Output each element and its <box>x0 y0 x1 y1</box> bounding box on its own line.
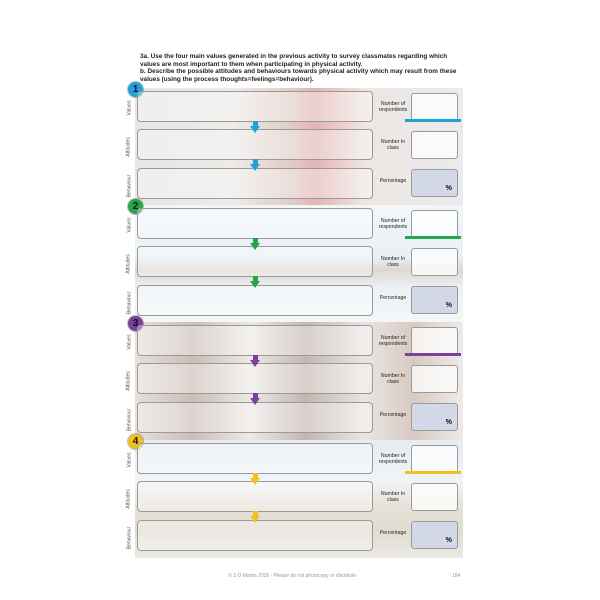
values-label: Values <box>126 334 133 349</box>
section-number-badge: 3 <box>128 316 143 331</box>
section-1 <box>123 84 463 206</box>
instructions <box>140 53 458 83</box>
percentage-field[interactable] <box>411 169 458 197</box>
percentage-field[interactable] <box>411 403 458 431</box>
values-label: Values <box>126 217 133 232</box>
respondents-field[interactable] <box>411 327 458 355</box>
down-arrow-icon <box>250 238 260 250</box>
in-class-field[interactable] <box>411 483 458 511</box>
behaviour-label: Behaviour <box>126 174 133 197</box>
section-4 <box>123 436 463 558</box>
color-bar <box>405 119 461 122</box>
instruction-a: 3a. Use the four main values generated in the previous activity to survey classmates regarding which values are most important to them when participating in physical activity. <box>140 53 448 68</box>
respondents-field[interactable] <box>411 93 458 121</box>
in-class-label: Number In class <box>380 139 406 152</box>
percentage-label: Percentage <box>379 412 407 418</box>
behaviour-label: Behaviour <box>126 291 133 314</box>
in-class-field[interactable] <box>411 365 458 393</box>
values-input[interactable] <box>137 443 373 474</box>
respondents-field[interactable] <box>411 210 458 238</box>
page-number: 184 <box>452 573 461 579</box>
in-class-field[interactable] <box>411 248 458 276</box>
percentage-label: Percentage <box>379 178 407 184</box>
section-2 <box>123 201 463 323</box>
behaviour-input[interactable] <box>137 285 373 316</box>
values-input[interactable] <box>137 91 373 122</box>
section-number-badge: 2 <box>128 199 143 214</box>
down-arrow-icon <box>250 473 260 485</box>
section-number-badge: 4 <box>128 434 143 449</box>
in-class-field[interactable] <box>411 131 458 159</box>
values-label: Values <box>126 452 133 467</box>
percent-symbol: % <box>445 537 452 544</box>
values-label: Values <box>126 100 133 115</box>
behaviour-label: Behaviour <box>126 526 133 549</box>
down-arrow-icon <box>250 393 260 405</box>
values-input[interactable] <box>137 325 373 356</box>
percent-symbol: % <box>445 419 452 426</box>
attitudes-label: Attitudes <box>126 253 132 274</box>
attitudes-label: Attitudes <box>126 370 132 391</box>
down-arrow-icon <box>250 355 260 367</box>
attitudes-input[interactable] <box>137 246 373 277</box>
instruction-b: b. Describe the possible attitudes and behaviours towards physical activity which may result from these values (using the process thoughts=feelings=behaviour). <box>140 68 457 83</box>
respondents-label: Number of respondents <box>378 101 408 114</box>
color-bar <box>405 236 461 239</box>
down-arrow-icon <box>250 121 260 133</box>
in-class-label: Number In class <box>380 256 406 269</box>
percentage-field[interactable] <box>411 521 458 549</box>
attitudes-input[interactable] <box>137 363 373 394</box>
respondents-label: Number of respondents <box>378 335 408 348</box>
attitudes-label: Attitudes <box>126 488 132 509</box>
in-class-label: Number In class <box>380 373 406 386</box>
section-3 <box>123 318 463 440</box>
behaviour-input[interactable] <box>137 168 373 199</box>
color-bar <box>405 471 461 474</box>
down-arrow-icon <box>250 159 260 171</box>
percentage-label: Percentage <box>379 530 407 536</box>
percent-symbol: % <box>445 185 452 192</box>
respondents-label: Number of respondents <box>378 218 408 231</box>
down-arrow-icon <box>250 276 260 288</box>
percent-symbol: % <box>445 302 452 309</box>
copyright-footer: © S D Martin 2026 - Please do not photocopy or distribute <box>228 573 357 579</box>
attitudes-input[interactable] <box>137 129 373 160</box>
respondents-label: Number of respondents <box>378 453 408 466</box>
down-arrow-icon <box>250 511 260 523</box>
color-bar <box>405 353 461 356</box>
behaviour-input[interactable] <box>137 520 373 551</box>
attitudes-label: Attitudes <box>126 136 132 157</box>
behaviour-label: Behaviour <box>126 408 133 431</box>
percentage-field[interactable] <box>411 286 458 314</box>
percentage-label: Percentage <box>379 295 407 301</box>
values-input[interactable] <box>137 208 373 239</box>
in-class-label: Number In class <box>380 491 406 504</box>
behaviour-input[interactable] <box>137 402 373 433</box>
attitudes-input[interactable] <box>137 481 373 512</box>
section-number-badge: 1 <box>128 82 143 97</box>
respondents-field[interactable] <box>411 445 458 473</box>
